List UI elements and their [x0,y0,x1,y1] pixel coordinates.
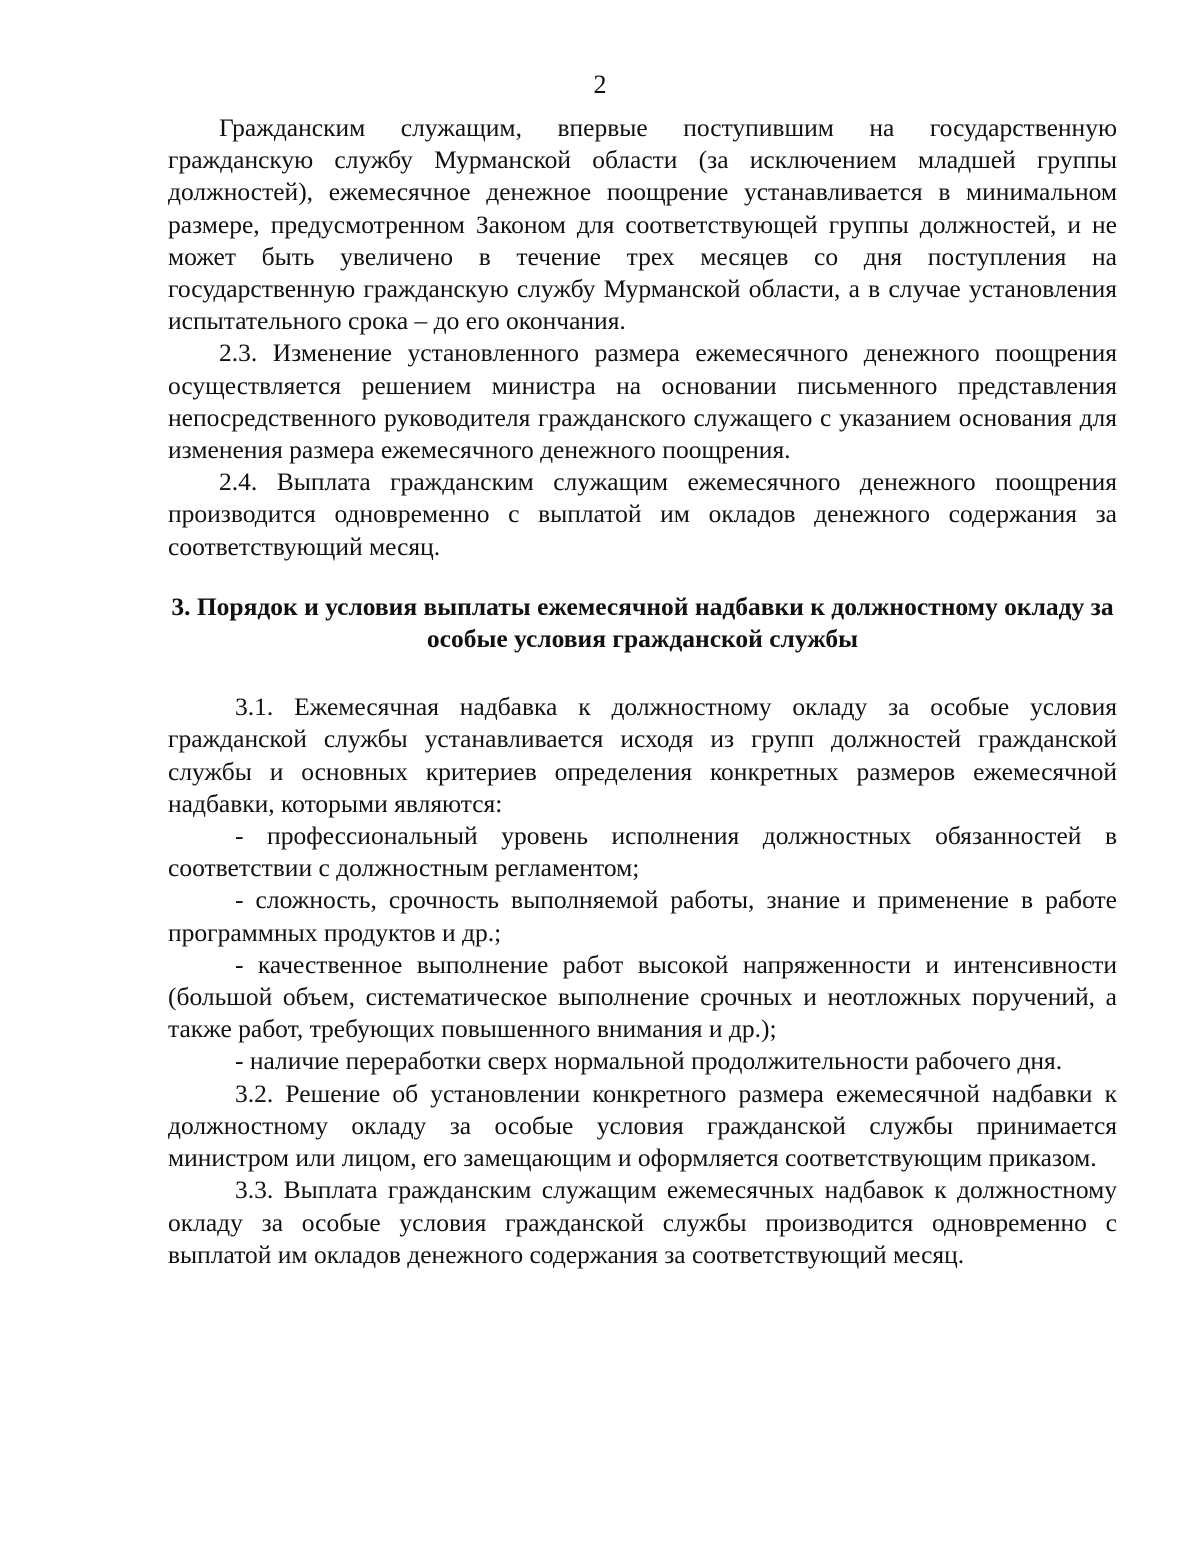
paragraph-2-3: 2.3. Изменение установленного размера ежемесячного денежного поощрения осуществляется решением министра на основании письменного представления непосредственного руководителя гражданского служащего с указанием основания для изменения размера ежемесячного денежного поощрения. [168,338,1117,465]
criterion-overtime: - наличие переработки сверх нормальной продолжительности рабочего дня. [235,1046,1063,1076]
paragraph-3-2: 3.2. Решение об установлении конкретного размера ежемесячной надбавки к должностному окладу за особые условия гражданской службы принимается министром или лицом, его замещающим и оформляется соответствующим приказом. [168,1078,1117,1173]
page-number: 2 [593,70,607,99]
paragraph-3-3: 3.3. Выплата гражданским служащим ежемесячных надбавок к должностному окладу за особые условия гражданской службы производится одновременно с выплатой им окладов денежного содержания за соответствующий месяц. [168,1175,1117,1269]
criterion-professional-level: - профессиональный уровень исполнения должностных обязанностей в соответствии с должностным регламентом; [168,821,1117,883]
criterion-high-intensity: - качественное выполнение работ высокой напряженности и интенсивности (большой объем, систематическое выполнение срочных и неотложных поручений, а также работ, требующих повышенного внимания и др.); [168,949,1117,1044]
section-3-heading: 3. Порядок и условия выплаты ежемесячной надбавки к должностному окладу за особые условия гражданской службы [171,591,1114,654]
paragraph-3-1: 3.1. Ежемесячная надбавка к должностному окладу за особые условия гражданской службы устанавливается исходя из групп должностей гражданской службы и основных критериев определения конкретных размеров ежемесячной надбавки, которыми являются: [168,692,1117,818]
paragraph-2-4: 2.4. Выплата гражданским служащим ежемесячного денежного поощрения производится одновременно с выплатой им окладов денежного содержания за соответствующий месяц. [168,467,1117,561]
criterion-complexity: - сложность, срочность выполняемой работы, знание и применение в работе программных продуктов и др.; [168,885,1117,947]
document-body [168,112,1117,1271]
paragraph-newcomer-rule: Гражданским служащим, впервые поступившим на государственную гражданскую службу Мурманской области (за исключением младшей группы должностей), ежемесячное денежное поощрение устанавливается в минимальном размере, предусмотренном Законом для соответствующей группы должностей, и не может быть увеличено в течение трех месяцев со дня поступления на государственную гражданскую службу Мурманской области, а в случае установления испытательного срока – до его окончания. [168,113,1117,336]
